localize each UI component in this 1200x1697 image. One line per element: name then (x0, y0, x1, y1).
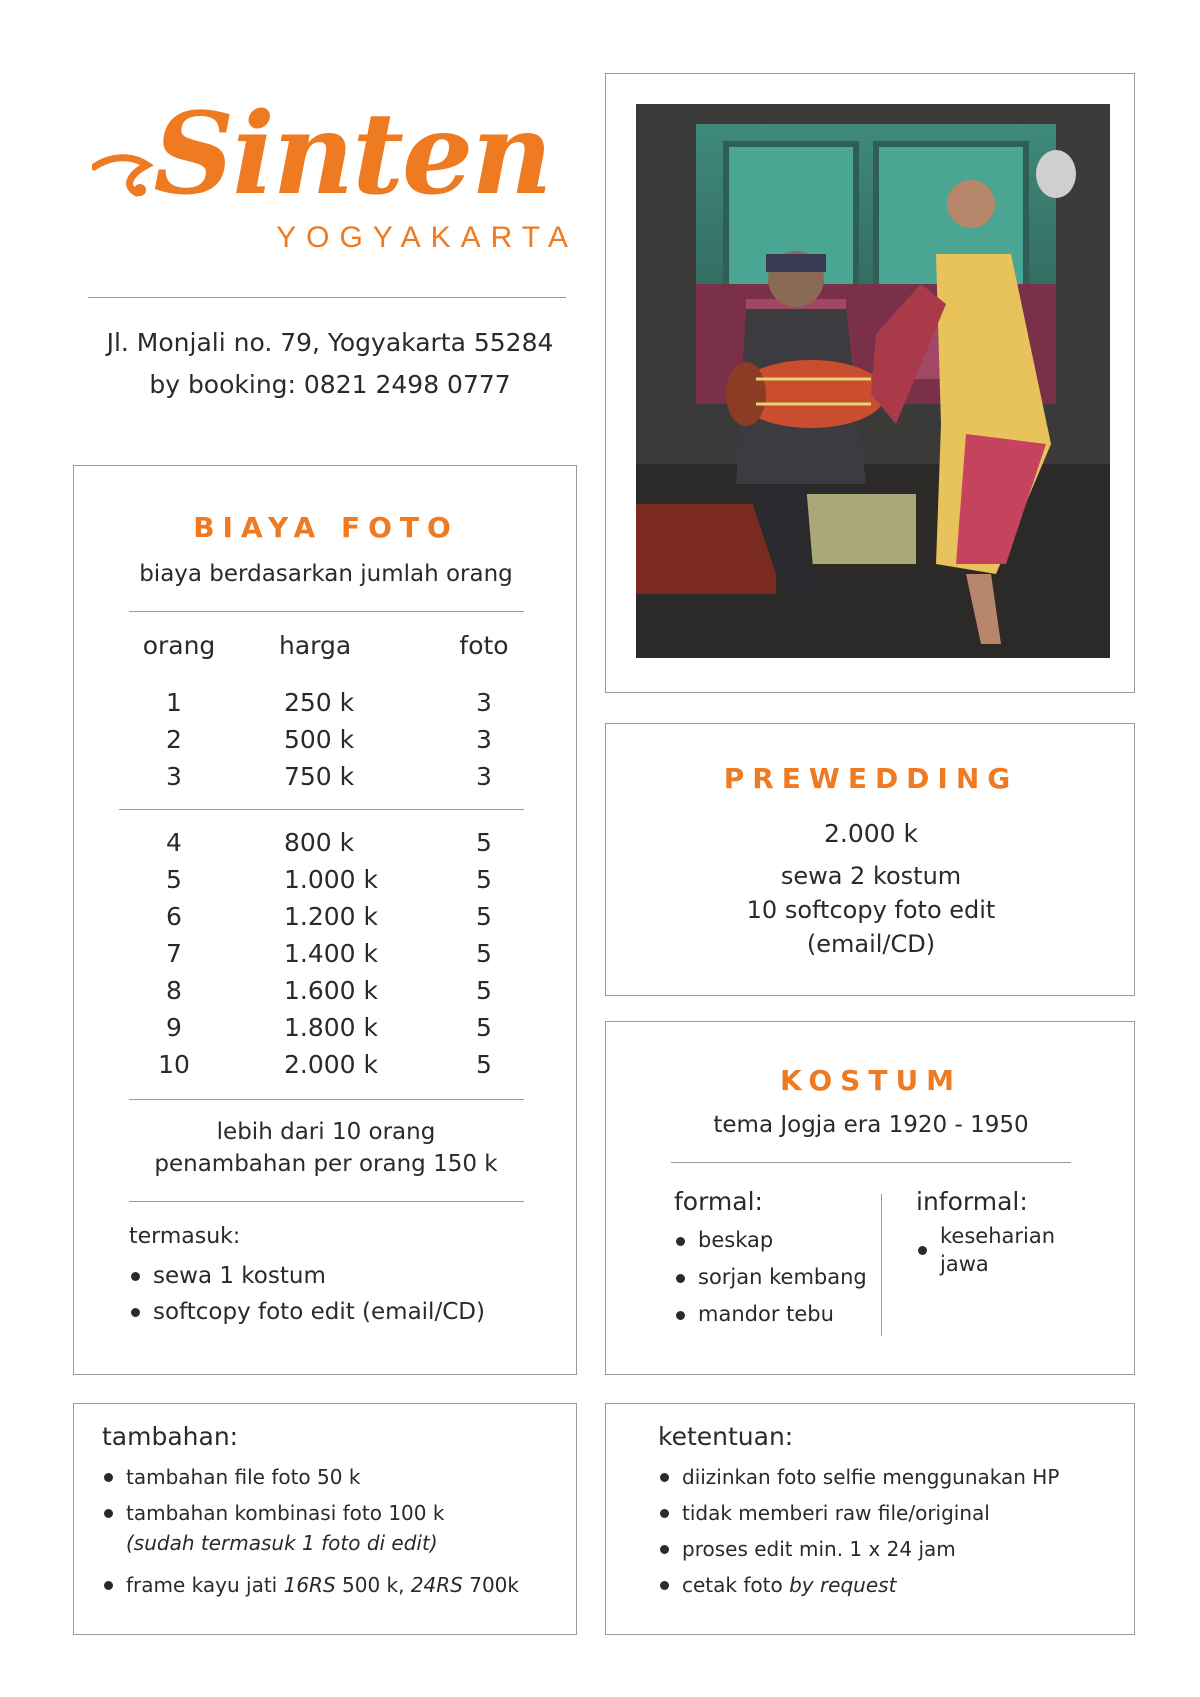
list-item (658, 1567, 1059, 1603)
kostum-panel (605, 1021, 1135, 1375)
cell-orang: 9 (166, 1013, 182, 1042)
table-row (74, 688, 578, 725)
extra-person-note (74, 1116, 578, 1180)
list-item: softcopy foto edit (email/CD) (129, 1294, 485, 1330)
table-row (74, 976, 578, 1013)
cell-foto: 5 (476, 1013, 492, 1042)
tambahan-label: tambahan: (102, 1422, 239, 1451)
extra-line-1: lebih dari 10 orang (216, 1119, 436, 1145)
table-row (74, 865, 578, 902)
informal-label: informal: (916, 1187, 1028, 1216)
cell-harga: 750 k (284, 762, 355, 791)
cell-harga: 800 k (284, 828, 355, 857)
biaya-divider-1 (129, 611, 524, 612)
booking-text: by booking: 0821 2498 0777 (149, 370, 511, 399)
biaya-subtitle: biaya berdasarkan jumlah orang (139, 561, 513, 587)
frame-price-1: 500 k, (335, 1573, 411, 1597)
cell-harga: 1.200 k (284, 902, 378, 931)
cell-harga: 250 k (284, 688, 355, 717)
print-request: by request (789, 1573, 897, 1597)
tambahan-list-frame (102, 1567, 519, 1603)
cell-harga: 1.000 k (284, 865, 378, 894)
table-row (74, 828, 578, 865)
biaya-divider-2 (119, 809, 524, 810)
list-item: proses edit min. 1 x 24 jam (658, 1531, 1059, 1567)
list-item: tidak memberi raw file/original (658, 1495, 1059, 1531)
cell-orang: 6 (166, 902, 182, 931)
prewedding-panel (605, 723, 1135, 996)
cell-harga: 1.800 k (284, 1013, 378, 1042)
cell-orang: 2 (166, 725, 182, 754)
header-harga: harga (279, 631, 352, 660)
header-foto: foto (459, 631, 509, 660)
prewedding-line-3: (email/CD) (806, 930, 936, 958)
extra-line-2: penambahan per orang 150 k (154, 1151, 498, 1177)
formal-label: formal: (674, 1187, 763, 1216)
cell-harga: 1.600 k (284, 976, 378, 1005)
biaya-divider-4 (129, 1201, 524, 1202)
formal-list (674, 1222, 867, 1333)
ketentuan-panel (605, 1403, 1135, 1635)
cell-orang: 3 (166, 762, 182, 791)
frame-size-2: 24RS (410, 1573, 463, 1597)
tambahan-list (102, 1459, 444, 1531)
cell-foto: 5 (476, 939, 492, 968)
biaya-foto-panel (73, 465, 577, 1375)
cell-harga: 500 k (284, 725, 355, 754)
cell-orang: 8 (166, 976, 182, 1005)
informal-list (916, 1222, 1055, 1278)
cell-orang: 4 (166, 828, 182, 857)
list-item: sorjan kembang (674, 1259, 867, 1296)
tambahan-note: (sudah termasuk 1 foto di edit) (126, 1531, 438, 1555)
prewedding-price: 2.000 k (824, 819, 918, 848)
list-item: beskap (674, 1222, 867, 1259)
includes-label: termasuk: (129, 1224, 241, 1249)
cell-orang: 5 (166, 865, 182, 894)
brand-name: Sinten (153, 89, 551, 220)
brand-logo (92, 89, 578, 275)
cell-harga: 1.400 k (284, 939, 378, 968)
frame-size-1: 16RS (283, 1573, 336, 1597)
list-item: sewa 1 kostum (129, 1258, 485, 1294)
cell-foto: 5 (476, 828, 492, 857)
prewedding-title: PREWEDDING (723, 762, 1019, 795)
includes-list (129, 1258, 485, 1330)
table-row (74, 762, 578, 799)
list-item: tambahan file foto 50 k (102, 1459, 444, 1495)
table-row (74, 939, 578, 976)
contact-block (70, 322, 590, 406)
biaya-divider-3 (129, 1099, 524, 1100)
cell-foto: 5 (476, 865, 492, 894)
list-item: diizinkan foto selfie menggunakan HP (658, 1459, 1059, 1495)
frame-price-2: 700k (462, 1573, 519, 1597)
kostum-column-divider (881, 1194, 882, 1336)
cell-orang: 1 (166, 688, 182, 717)
kostum-divider (671, 1162, 1071, 1163)
list-item (102, 1567, 519, 1603)
cell-foto: 3 (476, 725, 492, 754)
frame-text: frame kayu jati (126, 1573, 284, 1597)
prewedding-line-2: 10 softcopy foto edit (746, 896, 996, 924)
couple-dancing-photo (636, 104, 1110, 658)
table-row (74, 902, 578, 939)
table-row (74, 1050, 578, 1087)
kostum-title: KOSTUM (779, 1064, 963, 1097)
informal-line-2: jawa (940, 1252, 989, 1276)
list-item: mandor tebu (674, 1296, 867, 1333)
cell-orang: 7 (166, 939, 182, 968)
cell-foto: 3 (476, 762, 492, 791)
table-row (74, 725, 578, 762)
tambahan-panel (73, 1403, 577, 1635)
print-text: cetak foto (682, 1573, 790, 1597)
prewedding-details (606, 859, 1136, 961)
header-divider (88, 297, 566, 298)
cell-foto: 5 (476, 1050, 492, 1079)
biaya-title: BIAYA FOTO (193, 511, 459, 544)
photo-frame (605, 73, 1135, 693)
kostum-subtitle: tema Jogja era 1920 - 1950 (713, 1112, 1029, 1138)
cell-foto: 5 (476, 976, 492, 1005)
table-header (74, 631, 578, 668)
prewedding-line-1: sewa 2 kostum (780, 862, 962, 890)
ketentuan-list (658, 1459, 1059, 1603)
table-row (74, 1013, 578, 1050)
cell-foto: 3 (476, 688, 492, 717)
cell-harga: 2.000 k (284, 1050, 378, 1079)
informal-line-1: keseharian (940, 1224, 1056, 1248)
brand-city: YOGYAKARTA (276, 221, 578, 254)
list-item (916, 1222, 1055, 1278)
header-orang: orang (142, 631, 216, 660)
cell-orang: 10 (158, 1050, 190, 1079)
list-item: tambahan kombinasi foto 100 k (102, 1495, 444, 1531)
address-text: Jl. Monjali no. 79, Yogyakarta 55284 (106, 328, 554, 357)
ketentuan-label: ketentuan: (658, 1422, 794, 1451)
cell-foto: 5 (476, 902, 492, 931)
